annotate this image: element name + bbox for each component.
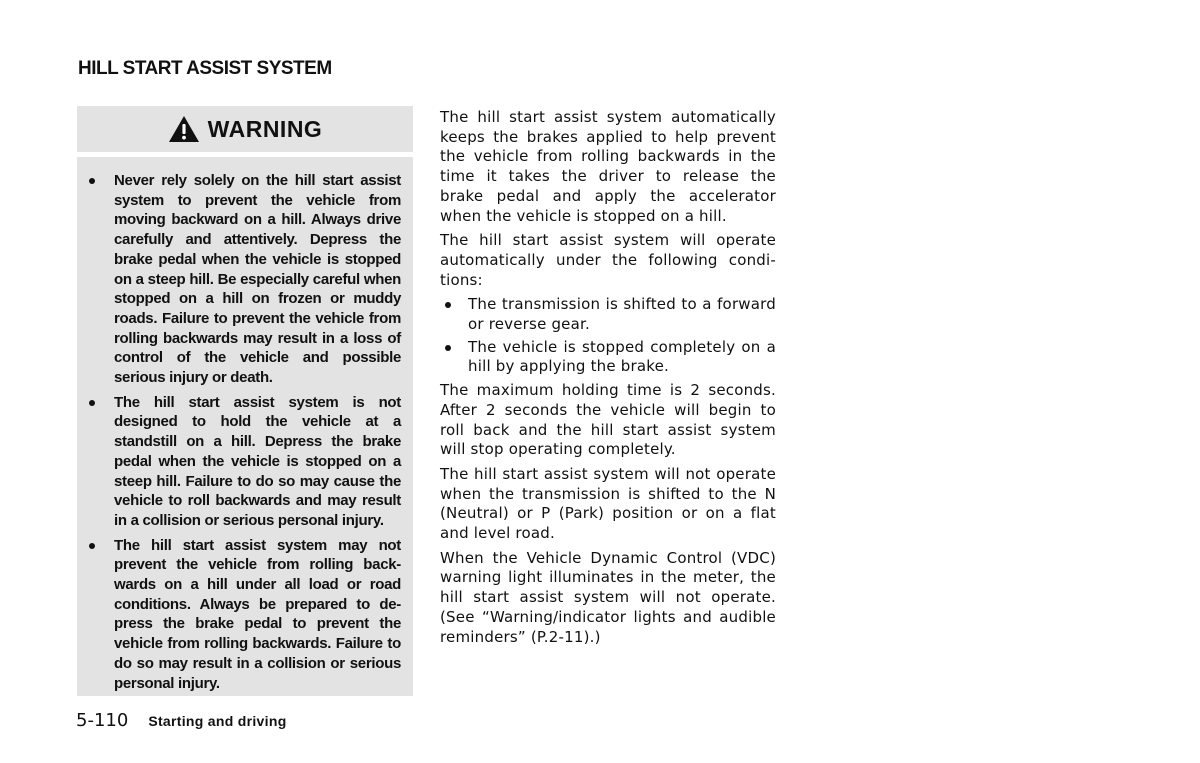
warning-item-text: The hill start assist system may not prevent the vehicle from rolling back-wards on a hill under all load or road conditions. Always be prepared to de-press the brake pedal to prevent the vehicle from rolling backwards. Failure to do so may result in a collision or serious personal injury. bbox=[114, 536, 401, 692]
warning-triangle-icon bbox=[168, 115, 200, 143]
warning-item-text: Never rely solely on the hill start assist system to prevent the vehicle from moving backward on a hill. Always drive carefully and attentively. Depress the brake pedal when the vehicle is stopped on a steep hill. Be especially careful when stopped on a hill on frozen or muddy roads. Failure to prevent the vehicle from rolling backwards may result in a loss of control of the vehicle and possible serious injury or death. bbox=[114, 172, 401, 387]
warning-header bbox=[77, 106, 413, 157]
body-paragraph: The hill start assist system will operate automatically under the following condi-tions: bbox=[440, 231, 776, 289]
bullet-icon bbox=[89, 543, 95, 549]
warning-title: WARNING bbox=[207, 115, 323, 142]
page-number: 5-110 bbox=[76, 710, 129, 731]
page-footer bbox=[76, 710, 287, 731]
section-title: HILL START ASSIST SYSTEM bbox=[78, 58, 332, 79]
warning-item bbox=[114, 536, 401, 694]
condition-item bbox=[468, 338, 776, 377]
body-paragraph: When the Vehicle Dynamic Control (VDC) warning light illuminates in the meter, the hill start assist system will not operate. (See “Warning/indicator lights and audible reminders” (P.2-11).) bbox=[440, 548, 776, 646]
chapter-title: Starting and driving bbox=[148, 713, 287, 729]
warning-list bbox=[77, 157, 413, 693]
body-paragraph: The maximum holding time is 2 seconds. After 2 seconds the vehicle will begin to roll back and the hill start assist system will stop operating completely. bbox=[440, 381, 776, 459]
condition-item-text: The transmission is shifted to a forward or reverse gear. bbox=[468, 295, 776, 334]
condition-item-text: The vehicle is stopped completely on a hill by applying the brake. bbox=[468, 337, 776, 376]
warning-item bbox=[114, 393, 401, 531]
warning-item-text: The hill start assist system is not designed to hold the vehicle at a standstill on a hill. Depress the brake pedal when the vehicle is stopped on a steep hill. Failure to do so may cause the vehicle to roll backwards and may result in a collision or serious personal injury. bbox=[114, 393, 401, 529]
warning-item bbox=[114, 171, 401, 388]
condition-item bbox=[468, 295, 776, 334]
body-paragraph: The hill start assist system will not operate when the transmission is shifted to the N (Neutral) or P (Park) position or on a flat and level road. bbox=[440, 464, 776, 543]
bullet-icon bbox=[445, 345, 451, 351]
warning-box bbox=[77, 106, 413, 696]
conditions-list bbox=[440, 295, 776, 377]
body-paragraph: The hill start assist system automatically keeps the brakes applied to help prevent the vehicle from rolling backwards in the time it takes the driver to release the brake pedal and apply the accelerator when the vehicle is stopped on a hill. bbox=[440, 108, 776, 225]
bullet-icon bbox=[89, 400, 95, 406]
bullet-icon bbox=[445, 302, 451, 308]
body-column bbox=[440, 108, 776, 652]
bullet-icon bbox=[89, 178, 95, 184]
